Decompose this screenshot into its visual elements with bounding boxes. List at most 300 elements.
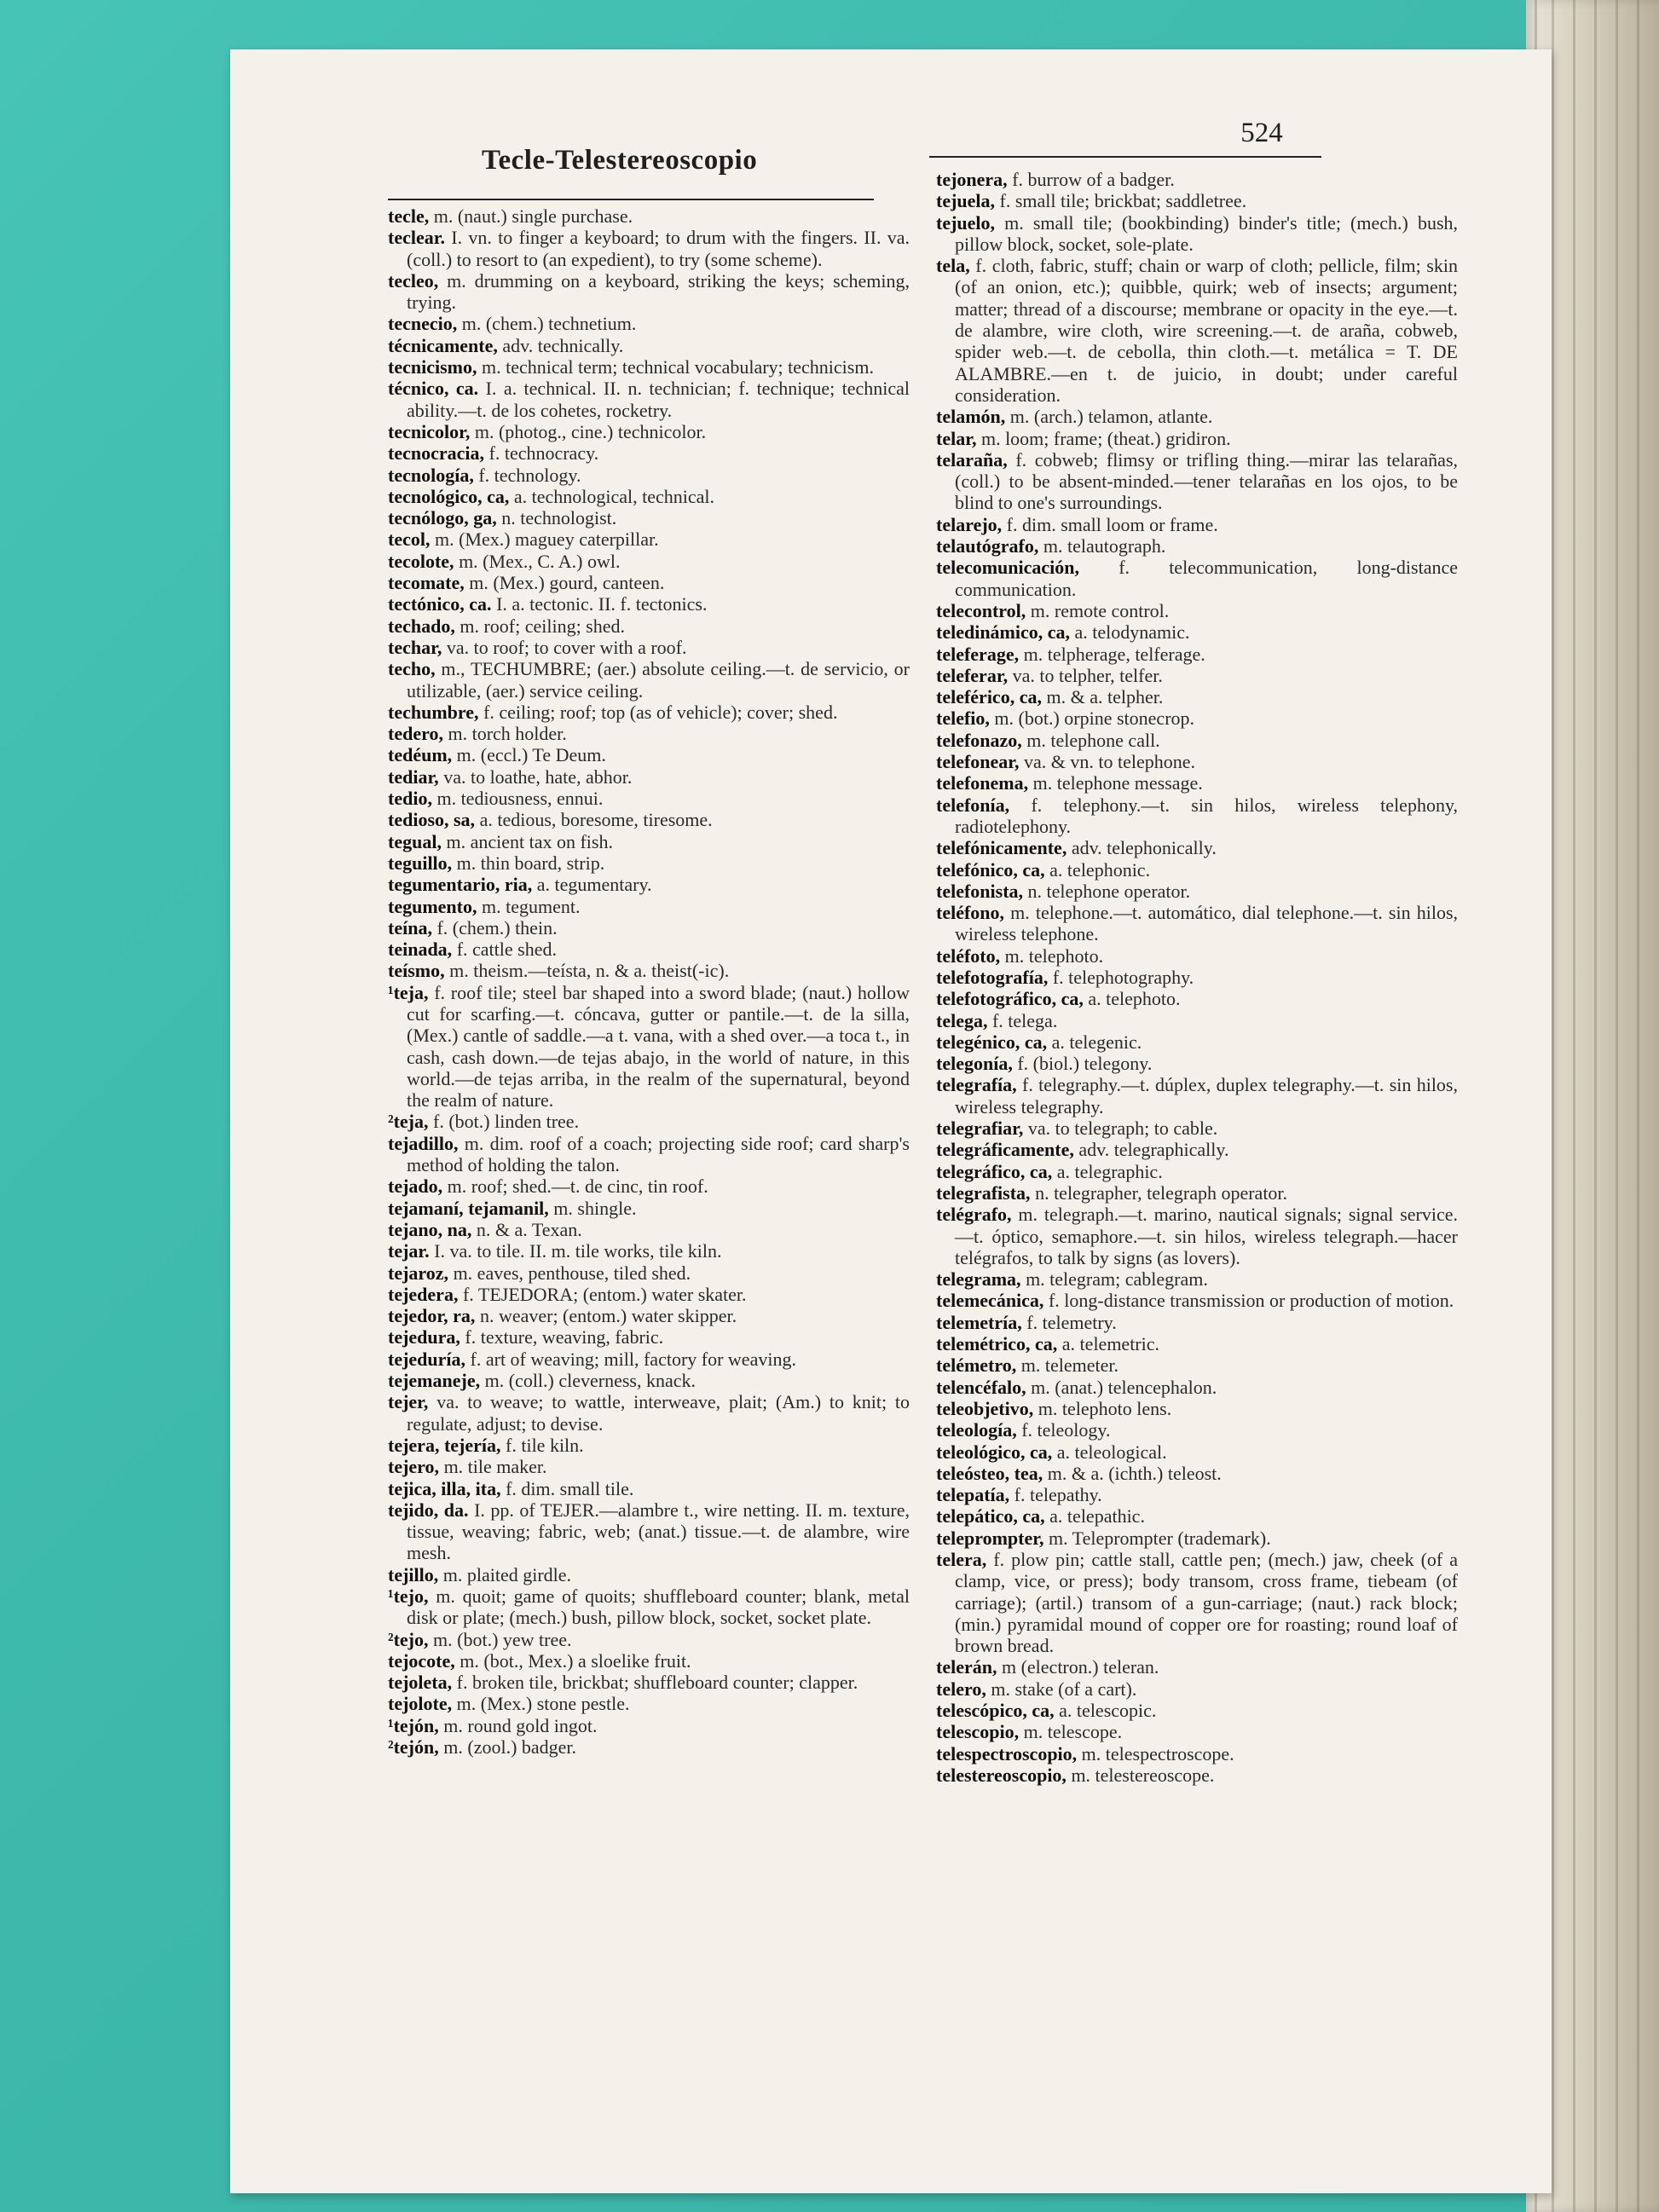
entry-definition: f. long-distance transmission or production of motion.: [1048, 1290, 1454, 1312]
entry-headword: teclear.: [388, 227, 445, 249]
dictionary-entry: [388, 1133, 910, 1176]
entry-headword: telarejo,: [936, 513, 1003, 535]
dictionary-entry: [936, 1161, 1458, 1182]
entry-definition: I. a. technical. II. n. technician; f. technique; technical ability.—t. de los cohetes, rocketry.: [407, 378, 910, 421]
entry-headword: técnico, ca.: [388, 378, 479, 400]
entry-definition: f. ceiling; roof; top (as of vehicle); cover; shed.: [483, 701, 838, 723]
entry-headword: tejuela,: [936, 190, 996, 212]
dictionary-entry: [936, 1268, 1458, 1290]
entry-definition: m. Teleprompter (trademark).: [1048, 1527, 1271, 1549]
entry-definition: m. (bot., Mex.) a sloelike fruit.: [460, 1649, 691, 1672]
entry-headword: teléfono,: [936, 902, 1005, 924]
entry-definition: f. art of weaving; mill, factory for weaving.: [470, 1348, 796, 1370]
entry-definition: f. telegraphy.—t. dúplex, duplex telegraphy.—t. sin hilos, wireless telegraphy.: [955, 1074, 1458, 1118]
entry-headword: tejamaní, tejamanil,: [388, 1197, 549, 1219]
entry-headword: ¹tejón,: [388, 1714, 439, 1736]
entry-definition: m. (Mex., C. A.) owl.: [459, 550, 621, 572]
entry-definition: m. telpherage, telferage.: [1023, 643, 1205, 665]
dictionary-entry: [936, 794, 1458, 838]
entry-headword: telefonía,: [936, 794, 1010, 816]
dictionary-entry: [388, 1564, 910, 1585]
dictionary-entry: [936, 406, 1458, 427]
entry-headword: telégrafo,: [936, 1204, 1012, 1226]
entry-headword: tejido, da.: [388, 1499, 469, 1521]
dictionary-entry: [388, 551, 910, 572]
dictionary-entry: [388, 831, 910, 852]
entry-definition: a. telephoto.: [1088, 988, 1181, 1010]
entry-headword: tejuelo,: [936, 211, 996, 234]
entry-definition: m. telautograph.: [1043, 535, 1166, 557]
entry-definition: m. (eccl.) Te Deum.: [456, 744, 606, 766]
dictionary-entry: [936, 1377, 1458, 1398]
dictionary-entry: [936, 686, 1458, 707]
entry-headword: ²tejón,: [388, 1736, 439, 1759]
entry-headword: telefonista,: [936, 880, 1024, 902]
entry-headword: tecnecio,: [388, 313, 458, 335]
dictionary-entry: [388, 658, 910, 702]
dictionary-entry: [936, 881, 1458, 902]
entry-headword: tejado,: [388, 1175, 443, 1198]
entry-headword: teleferar,: [936, 664, 1009, 686]
dictionary-entry: [936, 988, 1458, 1009]
dictionary-entry: [388, 356, 910, 378]
entry-definition: m. telephoto lens.: [1038, 1397, 1172, 1419]
entry-definition: m. telephone call.: [1026, 729, 1160, 751]
dictionary-entry: [388, 507, 910, 528]
entry-headword: telefotográfico, ca,: [936, 988, 1084, 1010]
dictionary-entry: [936, 1721, 1458, 1742]
dictionary-entry: [388, 939, 910, 960]
entry-definition: adv. technically.: [502, 334, 624, 356]
entry-definition: m. telephoto.: [1004, 944, 1104, 967]
entry-definition: a. telodynamic.: [1074, 621, 1190, 644]
entry-definition: m. telemeter.: [1020, 1354, 1119, 1377]
dictionary-entry: [388, 593, 910, 615]
entry-definition: f. broken tile, brickbat; shuffleboard counter; clapper.: [456, 1672, 858, 1694]
dictionary-entry: [936, 1118, 1458, 1139]
entry-definition: a. telephonic.: [1049, 858, 1151, 881]
dictionary-entry: [388, 982, 910, 1112]
entry-headword: tejemaneje,: [388, 1370, 481, 1392]
header-rule-right: [929, 156, 1321, 158]
entry-headword: tedero,: [388, 723, 443, 745]
dictionary-entry: [936, 1656, 1458, 1678]
entry-definition: f. cobweb; flimsy or trifling thing.—mirar las telarañas, (coll.) to be absent-minded.—tener telarañas en los ojos, to be blind to one's surroundings.: [955, 448, 1459, 514]
entry-headword: tela,: [936, 255, 970, 277]
entry-headword: tecnicismo,: [388, 356, 477, 378]
dictionary-entry: [388, 486, 910, 507]
entry-definition: m. thin board, strip.: [456, 852, 605, 874]
entry-definition: m. shingle.: [553, 1197, 637, 1219]
entry-headword: teína,: [388, 916, 432, 939]
dictionary-entry: [388, 1650, 910, 1672]
entry-headword: telar,: [936, 427, 977, 449]
right-column: [936, 169, 1458, 1786]
entry-definition: m. telephone.—t. automático, dial telephone.—t. sin hilos, wireless telephone.: [955, 902, 1459, 945]
entry-headword: telepático, ca,: [936, 1505, 1045, 1528]
entry-definition: a. telescopic.: [1059, 1700, 1157, 1722]
dictionary-entry: [388, 572, 910, 593]
entry-headword: telegráfico, ca,: [936, 1160, 1053, 1182]
entry-headword: tejaroz,: [388, 1262, 449, 1284]
entry-definition: a. tedious, boresome, tiresome.: [479, 809, 713, 831]
entry-definition: m. loom; frame; (theat.) gridiron.: [980, 427, 1231, 449]
entry-definition: m. telespectroscope.: [1081, 1742, 1234, 1764]
entry-definition: m. (arch.) telamon, atlante.: [1009, 406, 1213, 428]
entry-headword: ¹teja,: [388, 981, 429, 1003]
entry-definition: m. quoit; game of quoits; shuffleboard counter; blank, metal disk or plate; (mech.) bush, pillow block, socket, socket plate.: [407, 1585, 910, 1629]
entry-definition: m. telestereoscope.: [1071, 1764, 1215, 1786]
entry-headword: tejocote,: [388, 1649, 455, 1672]
dictionary-entry: [388, 1478, 910, 1499]
entry-headword: teléfoto,: [936, 944, 1001, 967]
entry-definition: f. technocracy.: [488, 442, 599, 465]
dictionary-entry: [936, 644, 1458, 665]
entry-headword: telegénico, ca,: [936, 1031, 1048, 1053]
dictionary-entry: [936, 1398, 1458, 1419]
dictionary-entry: [388, 1284, 910, 1305]
entry-headword: tecnología,: [388, 464, 474, 486]
dictionary-entry: [936, 707, 1458, 729]
entry-definition: f. (biol.) telegony.: [1017, 1053, 1153, 1075]
dictionary-entry: [936, 1031, 1458, 1053]
entry-definition: a. technological, technical.: [513, 485, 715, 507]
dictionary-entry: [388, 1370, 910, 1391]
dictionary-entry: [388, 465, 910, 486]
entry-definition: m. small tile; (bookbinding) binder's title; (mech.) bush, pillow block, socket, sole-plate.: [955, 211, 1459, 255]
entry-definition: f. telephony.—t. sin hilos, wireless telephony, radiotelephony.: [955, 794, 1459, 837]
entry-definition: f. dim. small loom or frame.: [1006, 513, 1218, 535]
entry-definition: n. telegrapher, telegraph operator.: [1035, 1181, 1288, 1204]
dictionary-entry: [388, 1349, 910, 1370]
entry-headword: telepatía,: [936, 1484, 1010, 1506]
entry-definition: m. (coll.) cleverness, knack.: [484, 1370, 697, 1392]
dictionary-entry: [388, 1111, 910, 1132]
entry-definition: f. texture, weaving, fabric.: [465, 1326, 664, 1349]
entry-headword: telemetría,: [936, 1311, 1022, 1333]
entry-definition: f. dim. small tile.: [506, 1477, 634, 1499]
entry-definition: m. tegument.: [481, 895, 581, 917]
entry-headword: teleferage,: [936, 643, 1020, 665]
entry-headword: teguillo,: [388, 852, 453, 874]
entry-definition: m. tile maker.: [443, 1456, 547, 1478]
entry-definition: m. tediousness, ennui.: [436, 788, 604, 810]
entry-headword: teinada,: [388, 939, 453, 961]
dictionary-entry: [388, 1435, 910, 1456]
entry-headword: ²tejo,: [388, 1628, 429, 1650]
dictionary-entry: [936, 1678, 1458, 1700]
entry-headword: telescopio,: [936, 1721, 1020, 1743]
dictionary-entry: [388, 227, 910, 270]
entry-headword: tejera, tejería,: [388, 1434, 501, 1456]
entry-definition: va. to telegraph; to cable.: [1027, 1118, 1218, 1140]
dictionary-entry: [936, 1139, 1458, 1160]
entry-definition: a. tegumentary.: [536, 874, 652, 896]
entry-definition: m. dim. roof of a coach; projecting side roof; card sharp's method of holding the talon.: [407, 1132, 910, 1176]
entry-headword: telefotografía,: [936, 966, 1049, 988]
dictionary-entry: [936, 859, 1458, 881]
dictionary-entry: [936, 190, 1458, 211]
dictionary-entry: [388, 896, 910, 917]
dictionary-entry: [388, 1240, 910, 1262]
entry-headword: tejedor, ra,: [388, 1305, 476, 1327]
entry-headword: tegual,: [388, 830, 442, 852]
entry-definition: m. ancient tax on fish.: [446, 830, 613, 852]
entry-headword: telamón,: [936, 406, 1006, 428]
entry-headword: techado,: [388, 615, 455, 637]
entry-definition: a. telemetric.: [1061, 1333, 1160, 1355]
entry-headword: telefónicamente,: [936, 837, 1067, 859]
entry-definition: n. weaver; (entom.) water skipper.: [479, 1305, 737, 1327]
entry-definition: m. telephone message.: [1032, 772, 1203, 794]
entry-headword: ¹tejo,: [388, 1585, 429, 1607]
dictionary-entry: [936, 1463, 1458, 1484]
dictionary-entry: [936, 1441, 1458, 1463]
entry-headword: tejero,: [388, 1456, 440, 1478]
entry-definition: a. telegenic.: [1051, 1031, 1142, 1053]
entry-headword: teleósteo, tea,: [936, 1462, 1043, 1484]
entry-headword: techo,: [388, 658, 436, 680]
entry-headword: telegrafista,: [936, 1181, 1031, 1204]
dictionary-entry: [388, 1391, 910, 1435]
entry-definition: m. (chem.) technetium.: [461, 313, 637, 335]
entry-headword: tejica, illa, ita,: [388, 1477, 501, 1499]
entry-definition: m. technical term; technical vocabulary; technicism.: [481, 356, 874, 378]
dictionary-entry: [936, 837, 1458, 858]
dictionary-entry: [936, 557, 1458, 600]
entry-headword: ²teja,: [388, 1111, 429, 1133]
entry-headword: tedéum,: [388, 744, 453, 766]
entry-definition: m. remote control.: [1030, 599, 1170, 621]
entry-definition: f. roof tile; steel bar shaped into a sword blade; (naut.) hollow cut for scarfing.—t. cóncava, gutter or pantile.—t. de la silla, (Mex.) cantle of saddle.—a t. vana, with a shed over.—a toca t., in cash, cash down.—de tejas abajo, in the world of nature, in this world.—de tejas arriba, in the realm of the supernatural, beyond the realm of nature.: [407, 981, 910, 1112]
entry-headword: tejoleta,: [388, 1672, 453, 1694]
dictionary-entry: [936, 1549, 1458, 1656]
dictionary-entry: [388, 960, 910, 981]
entry-headword: telefonazo,: [936, 729, 1022, 751]
entry-headword: telegráficamente,: [936, 1139, 1074, 1161]
entry-definition: I. va. to tile. II. m. tile works, tile kiln.: [434, 1240, 722, 1262]
dictionary-entry: [388, 313, 910, 334]
entry-headword: tejano, na,: [388, 1218, 472, 1240]
entry-definition: m. stake (of a cart).: [991, 1678, 1137, 1700]
dictionary-entry: [936, 514, 1458, 535]
dictionary-entry: [388, 1672, 910, 1693]
dictionary-entry: [388, 528, 910, 550]
entry-definition: m. eaves, penthouse, tiled shed.: [453, 1262, 691, 1284]
entry-headword: tejillo,: [388, 1563, 439, 1585]
entry-headword: telescópico, ca,: [936, 1700, 1055, 1722]
entry-definition: f. telecommunication, long-distance communication.: [955, 557, 1458, 600]
entry-headword: técnicamente,: [388, 334, 498, 356]
entry-definition: I. a. tectonic. II. f. tectonics.: [496, 593, 708, 615]
entry-headword: telegrafiar,: [936, 1118, 1024, 1140]
entry-headword: tejolote,: [388, 1693, 453, 1715]
dictionary-entry: [936, 1354, 1458, 1376]
dictionary-entry: [388, 702, 910, 723]
entry-headword: tegumentario, ria,: [388, 874, 533, 896]
entry-headword: teísmo,: [388, 960, 445, 982]
dictionary-entry: [388, 335, 910, 356]
dictionary-entry: [936, 1074, 1458, 1118]
entry-definition: f. (bot.) linden tree.: [433, 1111, 580, 1133]
entry-headword: telegrafía,: [936, 1074, 1017, 1096]
dictionary-entry: [388, 852, 910, 874]
entry-definition: f. telepathy.: [1014, 1484, 1102, 1506]
entry-headword: telefio,: [936, 707, 990, 730]
dictionary-entry: [936, 255, 1458, 406]
dictionary-entry: [388, 1693, 910, 1714]
entry-definition: I. vn. to finger a keyboard; to drum with the fingers. II. va. (coll.) to resort to (an expedient), to try (some scheme).: [407, 227, 910, 270]
dictionary-entry: [936, 1010, 1458, 1031]
page-header-title: Tecle-Telestereoscopio: [482, 145, 758, 176]
dictionary-entry: [936, 1053, 1458, 1074]
entry-headword: tedio,: [388, 788, 432, 810]
dictionary-entry: [388, 1499, 910, 1564]
entry-definition: f. tile kiln.: [506, 1434, 584, 1456]
entry-headword: tediar,: [388, 765, 439, 788]
dictionary-entry: [388, 270, 910, 314]
dictionary-entry: [388, 442, 910, 464]
entry-definition: m. torch holder.: [448, 723, 567, 745]
dictionary-entry: [936, 449, 1458, 514]
entry-headword: tecolote,: [388, 550, 454, 572]
entry-definition: va. to roof; to cover with a roof.: [446, 636, 687, 658]
entry-definition: m. (Mex.) maguey caterpillar.: [434, 528, 659, 551]
entry-headword: telegonía,: [936, 1053, 1013, 1075]
entry-headword: tejedera,: [388, 1283, 459, 1305]
entry-definition: m. drumming on a keyboard, striking the keys; scheming, trying.: [407, 269, 910, 314]
entry-headword: tejadillo,: [388, 1132, 459, 1154]
entry-definition: n. telephone operator.: [1027, 880, 1191, 902]
entry-definition: va. & vn. to telephone.: [1024, 751, 1196, 773]
entry-definition: a. telepathic.: [1049, 1505, 1145, 1528]
dictionary-entry: [936, 1182, 1458, 1204]
dictionary-entry: [936, 600, 1458, 621]
entry-definition: m. (bot.) yew tree.: [433, 1628, 572, 1650]
entry-headword: tejar.: [388, 1240, 430, 1262]
entry-definition: a. telegraphic.: [1056, 1160, 1163, 1182]
entry-headword: telero,: [936, 1678, 986, 1700]
dictionary-entry: [388, 1305, 910, 1326]
entry-definition: m. & a. telpher.: [1046, 686, 1164, 708]
dictionary-entry: [936, 1764, 1458, 1786]
entry-definition: f. plow pin; cattle stall, cattle pen; (mech.) jaw, cheek (of a clamp, vice, or press); body transom, cross frame, tiebeam (of carriage); (artil.) transom of a gun-carriage; (naut.) rack block; (min.) pyramidal mound of copper ore for roasting; round loaf of brown bread.: [955, 1549, 1459, 1657]
dictionary-entry: [936, 535, 1458, 557]
dictionary-entry: [388, 637, 910, 658]
entry-headword: telecontrol,: [936, 599, 1026, 621]
entry-definition: va. to weave; to wattle, interweave, plait; (Am.) to knit; to regulate, adjust; to devise.: [407, 1391, 910, 1435]
entry-definition: m. (photog., cine.) technicolor.: [474, 420, 707, 442]
dictionary-entry: [936, 665, 1458, 686]
entry-headword: telefonear,: [936, 751, 1020, 773]
entry-headword: tecle,: [388, 205, 430, 227]
dictionary-entry: [936, 1312, 1458, 1333]
dictionary-entry: [936, 621, 1458, 643]
entry-headword: tejedura,: [388, 1326, 460, 1349]
entry-headword: telestereoscopio,: [936, 1764, 1066, 1786]
entry-headword: telega,: [936, 1009, 988, 1031]
dictionary-entry: [936, 1290, 1458, 1311]
entry-definition: m. round gold ingot.: [443, 1714, 598, 1736]
entry-definition: f. TEJEDORA; (entom.) water skater.: [462, 1283, 747, 1305]
dictionary-entry: [936, 1743, 1458, 1764]
dictionary-entry: [936, 1505, 1458, 1527]
entry-definition: m. (Mex.) gourd, canteen.: [469, 572, 665, 594]
entry-definition: f. cloth, fabric, stuff; chain or warp of cloth; pellicle, film; skin (of an onion, etc.); quibble, quirk; web of insects; argument; matter; thread of a discourse; membrane or opacity in the eye.—t. de alambre, wire cloth, wire screening.—t. de araña, cobweb, spider web.—t. de cebolla, thin cloth.—t. metálica = T. DE ALAMBRE.—en t. de juicio, in doubt; under careful consideration.: [955, 255, 1459, 406]
dictionary-entry: [936, 1204, 1458, 1268]
entry-headword: teleférico, ca,: [936, 686, 1042, 708]
entry-definition: f. teleology.: [1021, 1419, 1111, 1441]
entry-headword: telencéfalo,: [936, 1376, 1026, 1398]
entry-headword: tecnológico, ca,: [388, 485, 510, 507]
dictionary-entry: [388, 917, 910, 939]
entry-headword: telautógrafo,: [936, 535, 1039, 557]
entry-definition: adv. telegraphically.: [1078, 1139, 1229, 1161]
entry-definition: m. roof; ceiling; shed.: [460, 615, 626, 637]
entry-headword: telegrama,: [936, 1268, 1021, 1291]
dictionary-entry: [936, 428, 1458, 449]
entry-headword: telaraña,: [936, 448, 1008, 471]
dictionary-entry: [936, 902, 1458, 945]
dictionary-entry: [936, 1333, 1458, 1354]
entry-headword: teleología,: [936, 1419, 1017, 1441]
dictionary-entry: [936, 772, 1458, 794]
entry-headword: telefonema,: [936, 772, 1029, 794]
entry-definition: m. (Mex.) stone pestle.: [456, 1693, 630, 1715]
entry-definition: m. (anat.) telencephalon.: [1031, 1376, 1217, 1398]
entry-definition: f. (chem.) thein.: [436, 916, 558, 939]
entry-definition: f. telemetry.: [1026, 1311, 1117, 1333]
entry-headword: techumbre,: [388, 701, 479, 723]
entry-definition: adv. telephonically.: [1071, 837, 1217, 859]
dictionary-entry: [936, 1419, 1458, 1441]
entry-headword: telera,: [936, 1549, 987, 1570]
entry-headword: telemétrico, ca,: [936, 1333, 1058, 1355]
entry-definition: f. telephotography.: [1052, 966, 1194, 988]
header-rule-left: [388, 199, 874, 200]
dictionary-entry: [388, 1262, 910, 1284]
dictionary-entry: [936, 751, 1458, 772]
entry-definition: m., TECHUMBRE; (aer.) absolute ceiling.—t. de servicio, or utilizable, (aer.) service ceiling.: [407, 658, 910, 702]
entry-headword: tejer,: [388, 1391, 429, 1413]
entry-headword: telemecánica,: [936, 1290, 1044, 1312]
dictionary-entry: [936, 945, 1458, 967]
dictionary-entry: [388, 1715, 910, 1736]
dictionary-entry: [388, 1219, 910, 1240]
entry-headword: tecomate,: [388, 572, 465, 594]
entry-definition: a. teleological.: [1056, 1441, 1167, 1463]
dictionary-entry: [936, 169, 1458, 190]
entry-definition: I. pp. of TEJER.—alambre t., wire netting. II. m. texture, tissue, weaving; fabric, web; (anat.) tissue.—t. de alambre, wire mesh.: [407, 1499, 910, 1564]
entry-definition: f. telega.: [991, 1009, 1058, 1031]
entry-definition: n. technologist.: [501, 507, 617, 529]
entry-definition: m. telegram; cablegram.: [1026, 1268, 1208, 1291]
entry-definition: n. & a. Texan.: [476, 1218, 582, 1240]
entry-headword: telecomunicación,: [936, 557, 1080, 579]
entry-definition: m (electron.) teleran.: [1001, 1656, 1159, 1678]
dictionary-page: [230, 49, 1552, 2193]
entry-definition: m. theism.—teísta, n. & a. theist(-ic).: [449, 960, 730, 982]
dictionary-entry: [936, 1528, 1458, 1549]
dictionary-entry: [388, 874, 910, 895]
dictionary-entry: [388, 744, 910, 765]
dictionary-entry: [388, 1175, 910, 1197]
entry-headword: teledinámico, ca,: [936, 621, 1071, 644]
entry-definition: m. telescope.: [1023, 1721, 1123, 1743]
entry-definition: va. to telpher, telfer.: [1012, 664, 1163, 686]
dictionary-entry: [388, 809, 910, 830]
entry-headword: tecol,: [388, 528, 431, 551]
